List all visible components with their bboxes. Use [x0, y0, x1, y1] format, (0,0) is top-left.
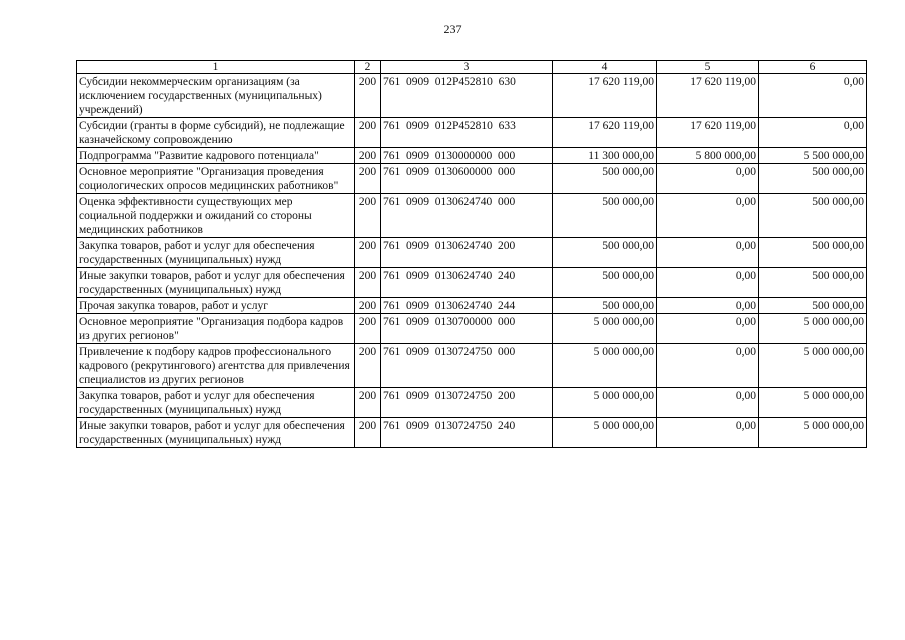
row-value-5: 0,00	[657, 388, 759, 418]
row-value-5: 5 800 000,00	[657, 148, 759, 164]
row-code: 761 0909 0130724750 200	[381, 388, 553, 418]
row-col2: 200	[355, 194, 381, 238]
row-code: 761 0909 0130700000 000	[381, 314, 553, 344]
row-col2: 200	[355, 314, 381, 344]
row-col2: 200	[355, 118, 381, 148]
row-value-4: 5 000 000,00	[553, 314, 657, 344]
row-name: Субсидии (гранты в форме субсидий), не подлежащие казначейскому сопровождению	[77, 118, 355, 148]
row-col2: 200	[355, 298, 381, 314]
row-code: 761 0909 0130624740 240	[381, 268, 553, 298]
row-value-5: 0,00	[657, 344, 759, 388]
row-value-6: 5 000 000,00	[759, 314, 867, 344]
row-col2: 200	[355, 268, 381, 298]
row-value-6: 5 000 000,00	[759, 388, 867, 418]
row-value-4: 17 620 119,00	[553, 118, 657, 148]
row-name: Закупка товаров, работ и услуг для обеспечения государственных (муниципальных) нужд	[77, 238, 355, 268]
row-name: Оценка эффективности существующих мер социальной поддержки и ожиданий со стороны медицинских работников	[77, 194, 355, 238]
row-name: Основное мероприятие "Организация подбора кадров из других регионов"	[77, 314, 355, 344]
row-value-4: 17 620 119,00	[553, 74, 657, 118]
row-value-5: 0,00	[657, 238, 759, 268]
row-name: Субсидии некоммерческим организациям (за исключением государственных (муниципальных) учреждений)	[77, 74, 355, 118]
table-row	[77, 164, 867, 194]
row-value-6: 500 000,00	[759, 164, 867, 194]
page-number: 237	[443, 22, 462, 36]
row-value-6: 500 000,00	[759, 238, 867, 268]
row-name: Закупка товаров, работ и услуг для обеспечения государственных (муниципальных) нужд	[77, 388, 355, 418]
row-value-5: 0,00	[657, 298, 759, 314]
table-row	[77, 194, 867, 238]
table-row	[77, 314, 867, 344]
row-value-4: 500 000,00	[553, 298, 657, 314]
header-cell: 4	[553, 61, 657, 74]
row-value-6: 5 000 000,00	[759, 344, 867, 388]
row-value-4: 500 000,00	[553, 268, 657, 298]
table-row	[77, 388, 867, 418]
header-cell: 5	[657, 61, 759, 74]
table-row	[77, 298, 867, 314]
header-row	[77, 61, 867, 74]
row-value-5: 0,00	[657, 194, 759, 238]
row-code: 761 0909 0130624740 000	[381, 194, 553, 238]
table-row	[77, 344, 867, 388]
row-value-6: 5 500 000,00	[759, 148, 867, 164]
row-name: Привлечение к подбору кадров профессионального кадрового (рекрутингового) агентства для привлечения специалистов из других регионов	[77, 344, 355, 388]
row-value-6: 5 000 000,00	[759, 418, 867, 448]
budget-table	[76, 60, 867, 448]
row-name: Иные закупки товаров, работ и услуг для обеспечения государственных (муниципальных) нужд	[77, 418, 355, 448]
header-cell: 6	[759, 61, 867, 74]
table-row	[77, 268, 867, 298]
row-col2: 200	[355, 164, 381, 194]
row-name: Прочая закупка товаров, работ и услуг	[77, 298, 355, 314]
row-code: 761 0909 0130000000 000	[381, 148, 553, 164]
table-row	[77, 74, 867, 118]
row-code: 761 0909 012P452810 630	[381, 74, 553, 118]
row-value-6: 500 000,00	[759, 268, 867, 298]
row-code: 761 0909 0130624740 244	[381, 298, 553, 314]
row-value-4: 500 000,00	[553, 194, 657, 238]
header-cell: 1	[77, 61, 355, 74]
table-row	[77, 118, 867, 148]
row-value-4: 500 000,00	[553, 164, 657, 194]
row-value-5: 0,00	[657, 164, 759, 194]
header-cell: 3	[381, 61, 553, 74]
header-cell: 2	[355, 61, 381, 74]
row-col2: 200	[355, 418, 381, 448]
row-col2: 200	[355, 148, 381, 164]
row-value-5: 0,00	[657, 314, 759, 344]
row-value-4: 5 000 000,00	[553, 418, 657, 448]
row-code: 761 0909 012P452810 633	[381, 118, 553, 148]
row-name: Основное мероприятие "Организация проведения социологических опросов медицинских работников"	[77, 164, 355, 194]
row-value-6: 0,00	[759, 74, 867, 118]
row-col2: 200	[355, 388, 381, 418]
table-row	[77, 418, 867, 448]
table-row	[77, 148, 867, 164]
row-col2: 200	[355, 238, 381, 268]
row-value-4: 5 000 000,00	[553, 344, 657, 388]
table-row	[77, 238, 867, 268]
row-value-5: 17 620 119,00	[657, 74, 759, 118]
row-value-4: 11 300 000,00	[553, 148, 657, 164]
row-value-4: 500 000,00	[553, 238, 657, 268]
row-value-5: 0,00	[657, 268, 759, 298]
row-value-6: 0,00	[759, 118, 867, 148]
row-value-5: 0,00	[657, 418, 759, 448]
row-code: 761 0909 0130724750 240	[381, 418, 553, 448]
row-name: Иные закупки товаров, работ и услуг для обеспечения государственных (муниципальных) нужд	[77, 268, 355, 298]
row-code: 761 0909 0130624740 200	[381, 238, 553, 268]
row-name: Подпрограмма "Развитие кадрового потенциала"	[77, 148, 355, 164]
row-value-4: 5 000 000,00	[553, 388, 657, 418]
row-value-6: 500 000,00	[759, 194, 867, 238]
row-col2: 200	[355, 344, 381, 388]
row-value-6: 500 000,00	[759, 298, 867, 314]
row-code: 761 0909 0130600000 000	[381, 164, 553, 194]
row-col2: 200	[355, 74, 381, 118]
row-value-5: 17 620 119,00	[657, 118, 759, 148]
row-code: 761 0909 0130724750 000	[381, 344, 553, 388]
